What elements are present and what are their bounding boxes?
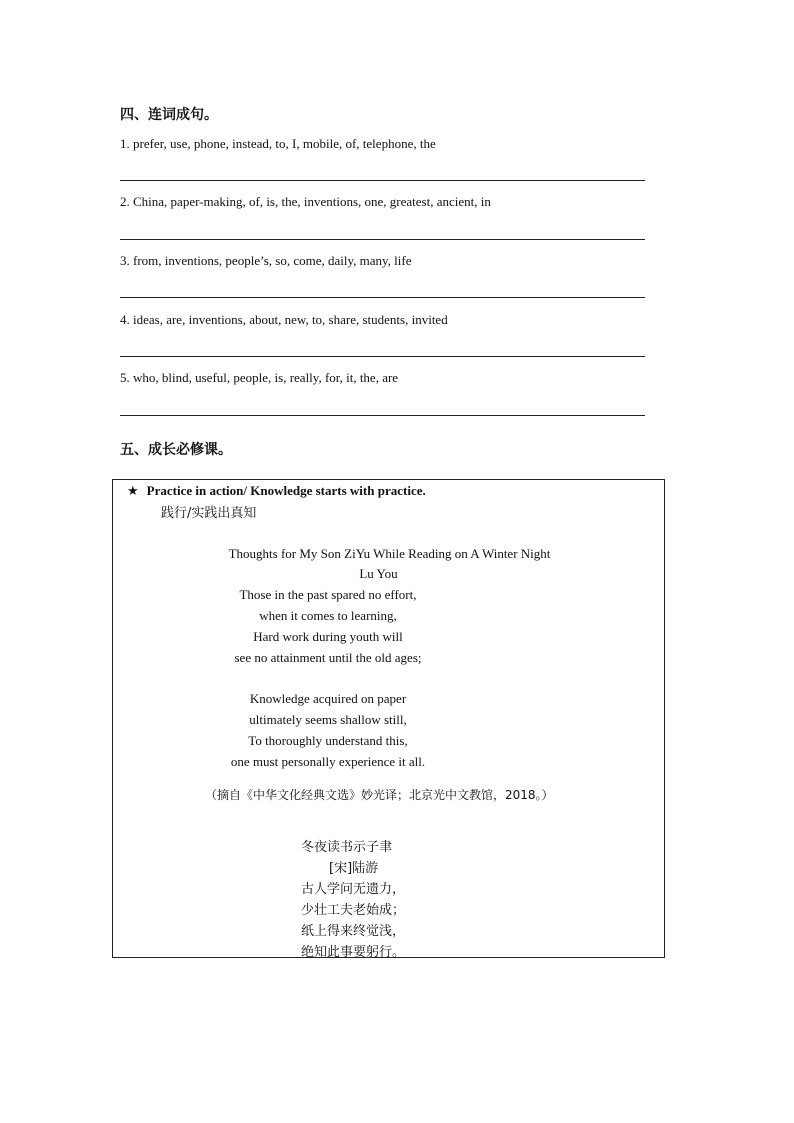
growth-lesson-box <box>112 479 665 958</box>
poem-line: ultimately seems shallow still, <box>249 712 407 727</box>
poem-line: see no attainment until the old ages; <box>234 650 422 665</box>
section-5-heading: 五、成长必修课。 <box>120 442 232 458</box>
english-poem-author: Lu You <box>359 566 398 581</box>
chinese-poem-line: 少壮工夫老始成； <box>301 903 406 918</box>
answer-line-3[interactable] <box>120 297 645 298</box>
section-4-heading: 四、连词成句。 <box>120 107 218 123</box>
poem-line: Knowledge acquired on paper <box>249 691 407 706</box>
question-4: 4. ideas, are, inventions, about, new, to, share, students, invited <box>120 312 448 327</box>
motto-chinese: 践行/实践出真知 <box>161 506 257 521</box>
chinese-poem-author: [宋]陆游 <box>329 861 379 876</box>
poem-line: one must personally experience it all. <box>230 754 426 769</box>
chinese-poem-title: 冬夜读书示子聿 <box>301 840 393 855</box>
poem-line: when it comes to learning, <box>259 608 397 623</box>
poem-line: Those in the past spared no effort, <box>239 587 417 602</box>
answer-line-1[interactable] <box>120 180 645 181</box>
question-3: 3. from, inventions, people’s, so, come, daily, many, life <box>120 253 412 268</box>
chinese-poem-line: 纸上得来终觉浅， <box>301 924 406 939</box>
answer-line-4[interactable] <box>120 356 645 357</box>
question-1: 1. prefer, use, phone, instead, to, I, mobile, of, telephone, the <box>120 136 436 151</box>
chinese-poem-line: 绝知此事要躬行。 <box>301 945 406 960</box>
chinese-poem-line: 古人学问无遗力， <box>301 882 406 897</box>
star-icon: ★ <box>127 484 139 499</box>
poem-line: Hard work during youth will <box>253 629 403 644</box>
motto-line <box>127 483 426 499</box>
poem-line: To thoroughly understand this, <box>248 733 408 748</box>
answer-line-2[interactable] <box>120 239 645 240</box>
citation: （摘自《中华文化经典文选》妙光译；北京光中文教馆，2018。） <box>205 788 554 802</box>
question-2: 2. China, paper-making, of, is, the, inventions, one, greatest, ancient, in <box>120 194 491 209</box>
answer-line-5[interactable] <box>120 415 645 416</box>
motto-text: Practice in action/ Knowledge starts with practice. <box>146 483 426 498</box>
question-5: 5. who, blind, useful, people, is, really, for, it, the, are <box>120 370 399 385</box>
english-poem-title: Thoughts for My Son ZiYu While Reading on A Winter Night <box>228 546 551 561</box>
